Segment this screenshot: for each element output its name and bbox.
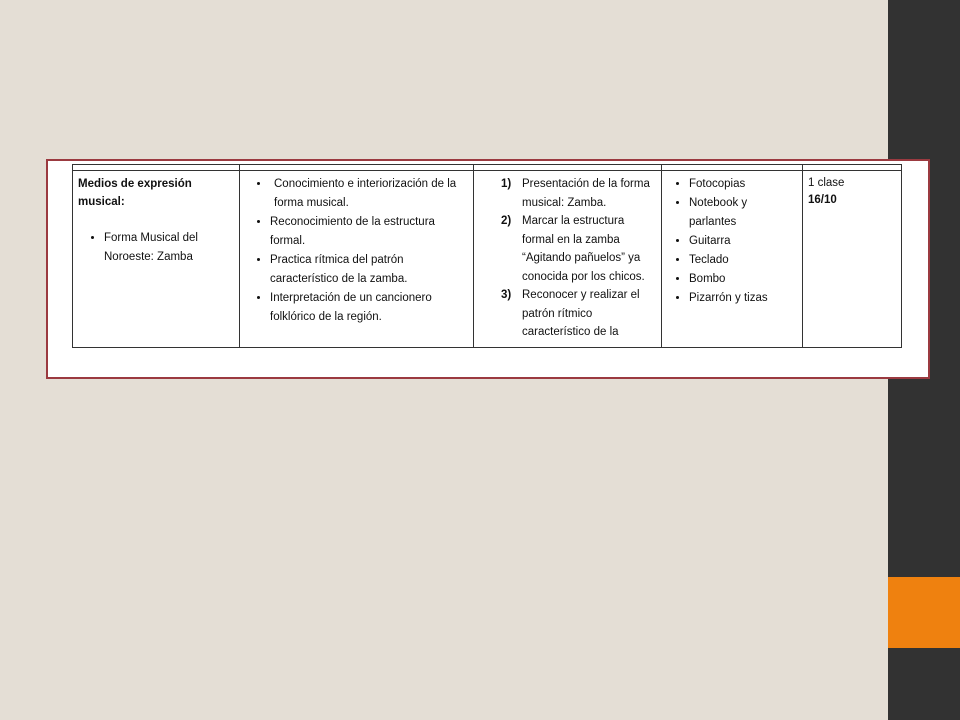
orange-accent-block — [888, 577, 960, 648]
cell-heading: Medios de expresión musical: — [78, 178, 192, 208]
item-number: 1) — [501, 178, 512, 190]
cell-recursos — [662, 171, 803, 348]
list-item: • Forma Musical del Noroeste: Zamba — [104, 229, 234, 267]
bullet-list — [667, 175, 797, 308]
numbered-list — [479, 175, 656, 342]
list-item — [501, 286, 656, 342]
cell-actividades — [474, 171, 662, 348]
list-item: • Pizarrón y tizas — [689, 289, 797, 308]
item-text: Reconocer y realizar el patrón rítmico característico de la — [522, 289, 640, 338]
list-item: • Conocimiento e interiorización de la forma musical. — [270, 175, 468, 213]
item-text: Presentación de la forma musical: Zamba. — [522, 178, 650, 209]
list-item: • Guitarra — [689, 232, 797, 251]
list-item — [501, 175, 656, 212]
duration-text: 1 clase — [808, 177, 845, 189]
list-item — [501, 212, 656, 286]
cell-medios — [73, 171, 240, 348]
bullet-list — [78, 229, 234, 267]
list-item: • Fotocopias — [689, 175, 797, 194]
list-item: • Notebook y parlantes — [689, 194, 797, 232]
item-number: 3) — [501, 289, 512, 301]
cell-objetivos — [240, 171, 474, 348]
list-item: • Reconocimiento de la estructura formal. — [270, 213, 468, 251]
list-item: • Teclado — [689, 251, 797, 270]
lesson-plan-table — [72, 164, 901, 348]
item-number: 2) — [501, 215, 512, 227]
list-item: • Interpretación de un cancionero folklórico de la región. — [270, 289, 468, 327]
cell-tiempo — [803, 171, 902, 348]
slide-content-frame — [46, 159, 930, 379]
table-row — [73, 171, 902, 348]
item-text: Marcar la estructura formal en la zamba “Agitando pañuelos” ya conocida por los chicos. — [522, 215, 645, 283]
list-item: • Practica rítmica del patrón característico de la zamba. — [270, 251, 468, 289]
list-item: • Bombo — [689, 270, 797, 289]
date-text: 16/10 — [808, 194, 837, 206]
bullet-list — [245, 175, 468, 327]
